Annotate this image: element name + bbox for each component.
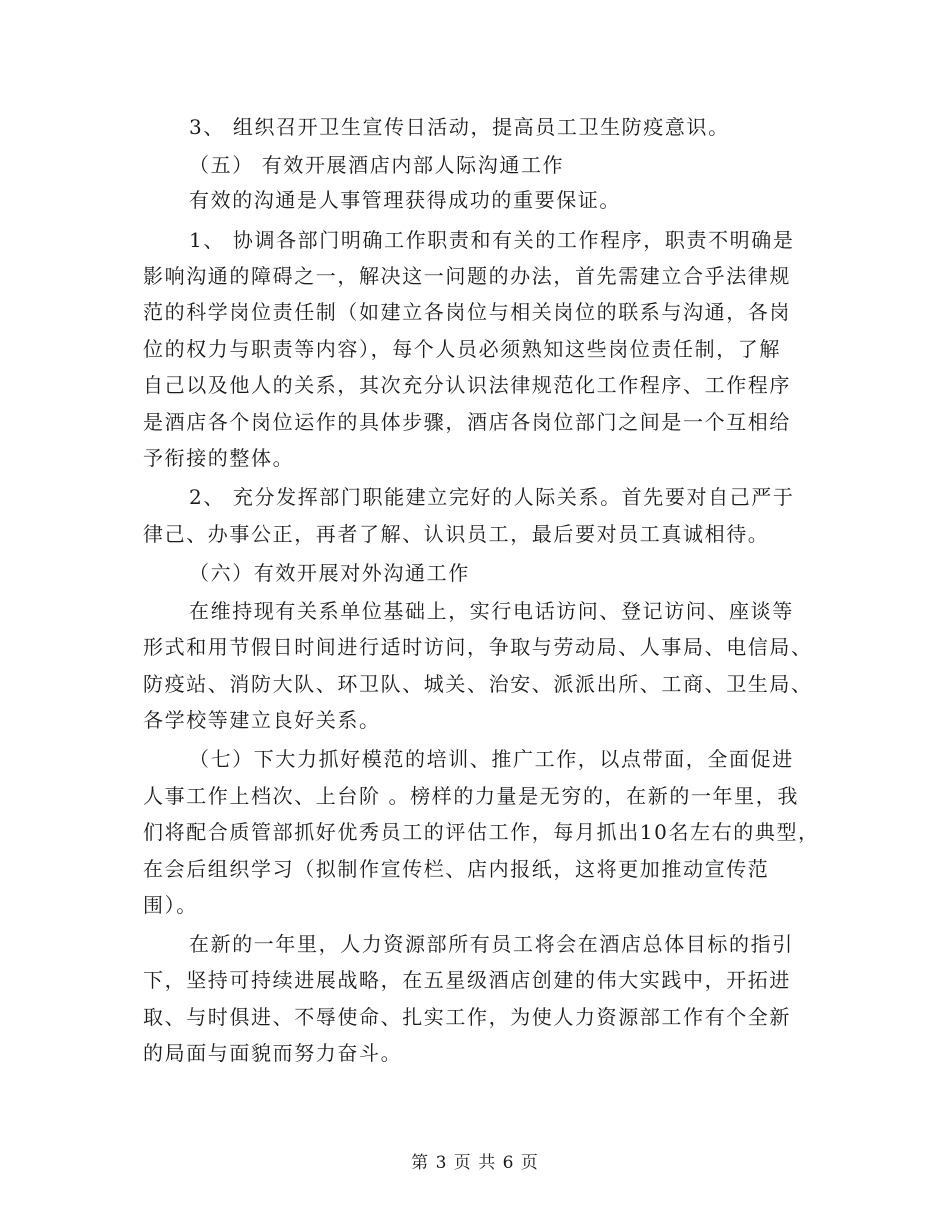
text-line: 自己以及他人的关系，其次充分认识法律规范化工作程序、工作程序 (143, 373, 791, 397)
section-heading: （六）有效开展对外沟通工作 (189, 561, 470, 585)
text-line: 的局面与面貌而努力奋斗。 (143, 1041, 403, 1065)
text-line: 3、 组织召开卫生宣传日活动，提高员工卫生防疫意识。 (189, 115, 730, 139)
text-line: 2、 充分发挥部门职能建立完好的人际关系。首先要对自己严于 (189, 485, 795, 509)
text-line: 位的权力与职责等内容），每个人员必须熟知这些岗位责任制，了解 (143, 337, 781, 361)
text-line: 律己、办事公正，再者了解、认识员工，最后要对员工真诚相待。 (143, 522, 770, 546)
text-line: 在新的一年里，人力资源部所有员工将会在酒店总体目标的指引 (189, 932, 794, 956)
text-line: 形式和用节假日时间进行适时访问，争取与劳动局、人事局、电信局、 (143, 635, 813, 659)
text-line: 人事工作上档次、上台阶 。榜样的力量是无穷的，在新的一年里，我 (143, 784, 799, 808)
text-line: 在会后组织学习（拟制作宣传栏、店内报纸，这将更加推动宣传范 (143, 857, 770, 881)
text-line: 1、 协调各部门明确工作职责和有关的工作程序，职责不明确是 (189, 228, 795, 252)
page-number: 第 3 页 共 6 页 (411, 1153, 539, 1173)
text-line: 是酒店各个岗位运作的具体步骤，酒店各岗位部门之间是一个互相给 (143, 410, 791, 434)
text-line: 们将配合质管部抓好优秀员工的评估工作，每月抓出10名左右的典型， (143, 820, 820, 844)
text-line: 取、与时俱进、不辱使命、扎实工作，为使人力资源部工作有个全新 (143, 1005, 791, 1029)
text-line: 防疫站、消防大队、环卫队、城关、治安、派派出所、工商、卫生局、 (143, 672, 813, 696)
section-heading: （五） 有效开展酒店内部人际沟通工作 (189, 153, 565, 177)
text-line: 影响沟通的障碍之一，解决这一问题的办法，首先需建立合乎法律规 (143, 264, 791, 288)
text-line: 范的科学岗位责任制（如建立各岗位与相关岗位的联系与沟通，各岗 (143, 300, 791, 324)
section-heading: （七）下大力抓好模范的培训、推广工作，以点带面，全面促进 (189, 747, 794, 771)
text-line: 予衔接的整体。 (143, 446, 295, 470)
text-line: 在维持现有关系单位基础上，实行电话访问、登记访问、座谈等 (189, 599, 794, 623)
text-line: 各学校等建立良好关系。 (143, 708, 381, 732)
text-line: 有效的沟通是人事管理获得成功的重要保证。 (189, 188, 621, 212)
text-line: 下，坚持可持续进展战略，在五星级酒店创建的伟大实践中，开拓进 (143, 968, 791, 992)
text-line: 围）。 (143, 893, 198, 917)
